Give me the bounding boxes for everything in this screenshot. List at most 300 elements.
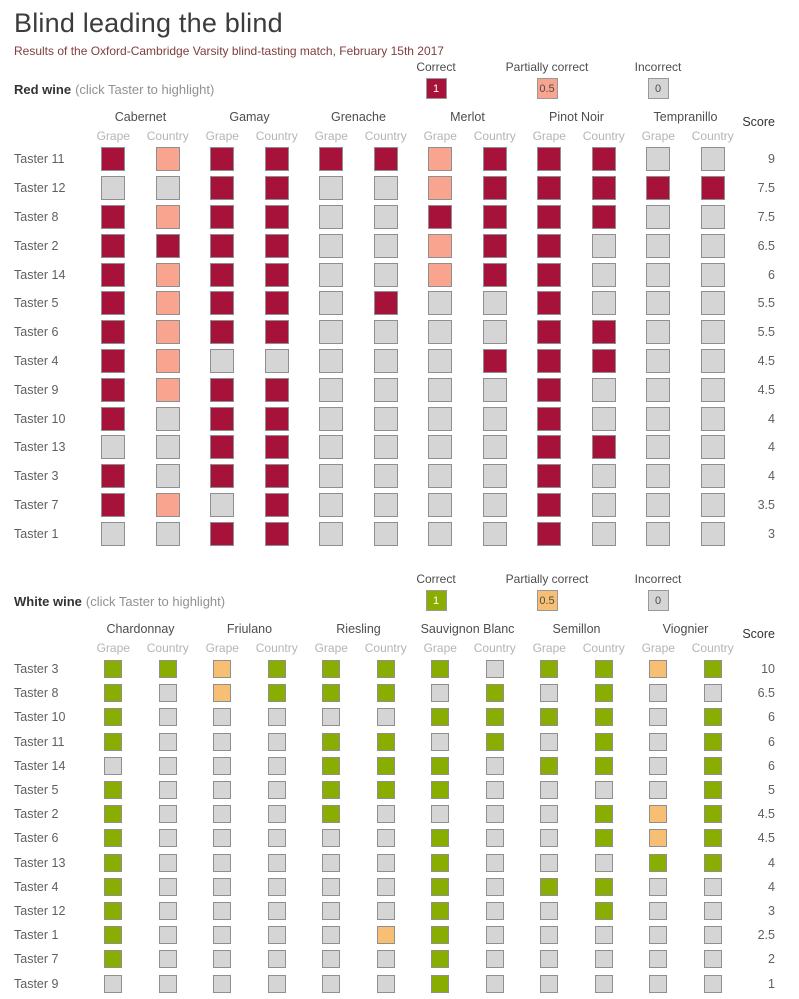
- result-cell[interactable]: [304, 231, 359, 260]
- result-cell[interactable]: [86, 947, 141, 971]
- result-cell[interactable]: [522, 826, 577, 850]
- result-cell[interactable]: [86, 462, 141, 491]
- result-cell[interactable]: [686, 404, 741, 433]
- result-cell[interactable]: [631, 347, 686, 376]
- result-cell[interactable]: [86, 899, 141, 923]
- result-cell[interactable]: [359, 519, 414, 548]
- result-cell[interactable]: [141, 462, 196, 491]
- result-cell[interactable]: [468, 491, 523, 520]
- result-cell[interactable]: [413, 730, 468, 754]
- result-cell[interactable]: [141, 433, 196, 462]
- result-cell[interactable]: [141, 971, 196, 995]
- result-cell[interactable]: [468, 899, 523, 923]
- result-cell[interactable]: [522, 681, 577, 705]
- result-cell[interactable]: [250, 174, 305, 203]
- result-cell[interactable]: [141, 826, 196, 850]
- result-cell[interactable]: [195, 851, 250, 875]
- result-cell[interactable]: [304, 491, 359, 520]
- result-cell[interactable]: [195, 462, 250, 491]
- result-cell[interactable]: [522, 289, 577, 318]
- result-cell[interactable]: [86, 730, 141, 754]
- legend-item[interactable]: [588, 572, 728, 611]
- result-cell[interactable]: [304, 826, 359, 850]
- result-cell[interactable]: [631, 826, 686, 850]
- result-cell[interactable]: [631, 289, 686, 318]
- result-cell[interactable]: [631, 875, 686, 899]
- result-cell[interactable]: [686, 462, 741, 491]
- result-cell[interactable]: [631, 231, 686, 260]
- result-cell[interactable]: [686, 203, 741, 232]
- result-cell[interactable]: [195, 347, 250, 376]
- result-cell[interactable]: [359, 923, 414, 947]
- result-cell[interactable]: [250, 730, 305, 754]
- result-cell[interactable]: [577, 802, 632, 826]
- result-cell[interactable]: [686, 433, 741, 462]
- result-cell[interactable]: [304, 375, 359, 404]
- result-cell[interactable]: [686, 899, 741, 923]
- result-cell[interactable]: [686, 375, 741, 404]
- result-cell[interactable]: [304, 730, 359, 754]
- result-cell[interactable]: [141, 145, 196, 174]
- result-cell[interactable]: [195, 875, 250, 899]
- result-cell[interactable]: [577, 174, 632, 203]
- result-cell[interactable]: [86, 347, 141, 376]
- result-cell[interactable]: [413, 657, 468, 681]
- result-cell[interactable]: [195, 260, 250, 289]
- result-cell[interactable]: [359, 899, 414, 923]
- result-cell[interactable]: [141, 174, 196, 203]
- result-cell[interactable]: [250, 260, 305, 289]
- result-cell[interactable]: [686, 289, 741, 318]
- result-cell[interactable]: [86, 231, 141, 260]
- result-cell[interactable]: [141, 260, 196, 289]
- result-cell[interactable]: [359, 971, 414, 995]
- result-cell[interactable]: [86, 433, 141, 462]
- result-cell[interactable]: [468, 433, 523, 462]
- result-cell[interactable]: [413, 433, 468, 462]
- result-cell[interactable]: [359, 260, 414, 289]
- result-cell[interactable]: [359, 851, 414, 875]
- result-cell[interactable]: [413, 231, 468, 260]
- result-cell[interactable]: [195, 826, 250, 850]
- result-cell[interactable]: [413, 347, 468, 376]
- result-cell[interactable]: [468, 657, 523, 681]
- result-cell[interactable]: [86, 802, 141, 826]
- result-cell[interactable]: [468, 289, 523, 318]
- taster-label[interactable]: Taster 1: [14, 928, 59, 943]
- result-cell[interactable]: [250, 145, 305, 174]
- result-cell[interactable]: [577, 260, 632, 289]
- result-cell[interactable]: [577, 519, 632, 548]
- result-cell[interactable]: [304, 923, 359, 947]
- result-cell[interactable]: [468, 802, 523, 826]
- result-cell[interactable]: [195, 404, 250, 433]
- taster-label[interactable]: Taster 9: [14, 976, 59, 991]
- result-cell[interactable]: [468, 174, 523, 203]
- result-cell[interactable]: [359, 462, 414, 491]
- result-cell[interactable]: [359, 375, 414, 404]
- result-cell[interactable]: [468, 778, 523, 802]
- taster-label[interactable]: Taster 3: [14, 662, 59, 677]
- result-cell[interactable]: [522, 462, 577, 491]
- result-cell[interactable]: [304, 657, 359, 681]
- result-cell[interactable]: [141, 947, 196, 971]
- result-cell[interactable]: [304, 851, 359, 875]
- result-cell[interactable]: [304, 462, 359, 491]
- result-cell[interactable]: [359, 174, 414, 203]
- result-cell[interactable]: [577, 318, 632, 347]
- result-cell[interactable]: [686, 705, 741, 729]
- result-cell[interactable]: [631, 203, 686, 232]
- result-cell[interactable]: [468, 730, 523, 754]
- result-cell[interactable]: [86, 778, 141, 802]
- result-cell[interactable]: [250, 923, 305, 947]
- result-cell[interactable]: [468, 347, 523, 376]
- result-cell[interactable]: [577, 971, 632, 995]
- result-cell[interactable]: [468, 404, 523, 433]
- result-cell[interactable]: [413, 754, 468, 778]
- result-cell[interactable]: [304, 174, 359, 203]
- result-cell[interactable]: [468, 318, 523, 347]
- result-cell[interactable]: [522, 404, 577, 433]
- result-cell[interactable]: [522, 899, 577, 923]
- result-cell[interactable]: [250, 778, 305, 802]
- result-cell[interactable]: [86, 203, 141, 232]
- result-cell[interactable]: [304, 899, 359, 923]
- result-cell[interactable]: [522, 519, 577, 548]
- result-cell[interactable]: [631, 705, 686, 729]
- result-cell[interactable]: [468, 203, 523, 232]
- taster-label[interactable]: Taster 10: [14, 411, 66, 426]
- result-cell[interactable]: [195, 289, 250, 318]
- result-cell[interactable]: [631, 802, 686, 826]
- result-cell[interactable]: [522, 347, 577, 376]
- result-cell[interactable]: [250, 289, 305, 318]
- result-cell[interactable]: [413, 174, 468, 203]
- taster-label[interactable]: Taster 4: [14, 879, 59, 894]
- result-cell[interactable]: [686, 947, 741, 971]
- result-cell[interactable]: [686, 851, 741, 875]
- result-cell[interactable]: [195, 778, 250, 802]
- result-cell[interactable]: [86, 174, 141, 203]
- result-cell[interactable]: [86, 519, 141, 548]
- result-cell[interactable]: [141, 705, 196, 729]
- result-cell[interactable]: [195, 681, 250, 705]
- result-cell[interactable]: [250, 875, 305, 899]
- result-cell[interactable]: [250, 971, 305, 995]
- result-cell[interactable]: [413, 923, 468, 947]
- result-cell[interactable]: [359, 231, 414, 260]
- result-cell[interactable]: [631, 491, 686, 520]
- result-cell[interactable]: [413, 778, 468, 802]
- result-cell[interactable]: [413, 375, 468, 404]
- result-cell[interactable]: [686, 657, 741, 681]
- result-cell[interactable]: [577, 145, 632, 174]
- result-cell[interactable]: [304, 778, 359, 802]
- result-cell[interactable]: [631, 260, 686, 289]
- result-cell[interactable]: [359, 778, 414, 802]
- taster-label[interactable]: Taster 3: [14, 469, 59, 484]
- result-cell[interactable]: [413, 145, 468, 174]
- result-cell[interactable]: [250, 802, 305, 826]
- result-cell[interactable]: [195, 923, 250, 947]
- result-cell[interactable]: [413, 826, 468, 850]
- result-cell[interactable]: [522, 375, 577, 404]
- result-cell[interactable]: [86, 145, 141, 174]
- result-cell[interactable]: [631, 318, 686, 347]
- result-cell[interactable]: [195, 657, 250, 681]
- result-cell[interactable]: [141, 923, 196, 947]
- result-cell[interactable]: [631, 947, 686, 971]
- result-cell[interactable]: [141, 730, 196, 754]
- result-cell[interactable]: [413, 203, 468, 232]
- taster-label[interactable]: Taster 7: [14, 497, 59, 512]
- result-cell[interactable]: [250, 826, 305, 850]
- result-cell[interactable]: [195, 705, 250, 729]
- result-cell[interactable]: [413, 681, 468, 705]
- result-cell[interactable]: [577, 231, 632, 260]
- result-cell[interactable]: [686, 923, 741, 947]
- result-cell[interactable]: [359, 203, 414, 232]
- result-cell[interactable]: [686, 802, 741, 826]
- result-cell[interactable]: [522, 754, 577, 778]
- result-cell[interactable]: [359, 404, 414, 433]
- result-cell[interactable]: [522, 705, 577, 729]
- result-cell[interactable]: [359, 705, 414, 729]
- result-cell[interactable]: [631, 433, 686, 462]
- result-cell[interactable]: [522, 491, 577, 520]
- result-cell[interactable]: [304, 705, 359, 729]
- result-cell[interactable]: [631, 462, 686, 491]
- result-cell[interactable]: [522, 318, 577, 347]
- result-cell[interactable]: [250, 231, 305, 260]
- result-cell[interactable]: [195, 375, 250, 404]
- result-cell[interactable]: [686, 971, 741, 995]
- taster-label[interactable]: Taster 11: [14, 734, 65, 749]
- result-cell[interactable]: [468, 519, 523, 548]
- result-cell[interactable]: [359, 145, 414, 174]
- result-cell[interactable]: [141, 519, 196, 548]
- result-cell[interactable]: [577, 899, 632, 923]
- result-cell[interactable]: [86, 923, 141, 947]
- taster-label[interactable]: Taster 6: [14, 831, 59, 846]
- legend-item[interactable]: [588, 60, 728, 99]
- result-cell[interactable]: [195, 519, 250, 548]
- result-cell[interactable]: [359, 754, 414, 778]
- result-cell[interactable]: [413, 947, 468, 971]
- taster-label[interactable]: Taster 4: [14, 353, 59, 368]
- taster-label[interactable]: Taster 11: [14, 152, 65, 167]
- result-cell[interactable]: [577, 375, 632, 404]
- result-cell[interactable]: [686, 778, 741, 802]
- result-cell[interactable]: [686, 145, 741, 174]
- result-cell[interactable]: [250, 899, 305, 923]
- result-cell[interactable]: [468, 145, 523, 174]
- result-cell[interactable]: [522, 802, 577, 826]
- result-cell[interactable]: [631, 681, 686, 705]
- taster-label[interactable]: Taster 6: [14, 325, 59, 340]
- result-cell[interactable]: [413, 851, 468, 875]
- result-cell[interactable]: [522, 231, 577, 260]
- result-cell[interactable]: [195, 802, 250, 826]
- result-cell[interactable]: [631, 375, 686, 404]
- result-cell[interactable]: [413, 899, 468, 923]
- result-cell[interactable]: [686, 318, 741, 347]
- result-cell[interactable]: [631, 923, 686, 947]
- result-cell[interactable]: [86, 657, 141, 681]
- result-cell[interactable]: [86, 260, 141, 289]
- taster-label[interactable]: Taster 9: [14, 382, 59, 397]
- result-cell[interactable]: [577, 433, 632, 462]
- result-cell[interactable]: [86, 404, 141, 433]
- result-cell[interactable]: [686, 231, 741, 260]
- result-cell[interactable]: [86, 754, 141, 778]
- result-cell[interactable]: [577, 947, 632, 971]
- result-cell[interactable]: [577, 826, 632, 850]
- result-cell[interactable]: [86, 875, 141, 899]
- result-cell[interactable]: [468, 231, 523, 260]
- result-cell[interactable]: [304, 433, 359, 462]
- taster-label[interactable]: Taster 10: [14, 710, 66, 725]
- result-cell[interactable]: [359, 289, 414, 318]
- result-cell[interactable]: [413, 519, 468, 548]
- taster-label[interactable]: Taster 13: [14, 440, 66, 455]
- result-cell[interactable]: [195, 899, 250, 923]
- result-cell[interactable]: [141, 491, 196, 520]
- taster-label[interactable]: Taster 8: [14, 209, 59, 224]
- result-cell[interactable]: [577, 754, 632, 778]
- result-cell[interactable]: [195, 145, 250, 174]
- result-cell[interactable]: [522, 203, 577, 232]
- result-cell[interactable]: [468, 260, 523, 289]
- result-cell[interactable]: [304, 947, 359, 971]
- result-cell[interactable]: [686, 754, 741, 778]
- result-cell[interactable]: [577, 851, 632, 875]
- result-cell[interactable]: [631, 754, 686, 778]
- result-cell[interactable]: [250, 318, 305, 347]
- result-cell[interactable]: [304, 519, 359, 548]
- result-cell[interactable]: [195, 947, 250, 971]
- result-cell[interactable]: [631, 971, 686, 995]
- result-cell[interactable]: [686, 174, 741, 203]
- result-cell[interactable]: [86, 681, 141, 705]
- result-cell[interactable]: [141, 681, 196, 705]
- result-cell[interactable]: [468, 947, 523, 971]
- result-cell[interactable]: [522, 260, 577, 289]
- taster-label[interactable]: Taster 12: [14, 903, 66, 918]
- result-cell[interactable]: [522, 947, 577, 971]
- result-cell[interactable]: [86, 971, 141, 995]
- result-cell[interactable]: [195, 971, 250, 995]
- result-cell[interactable]: [141, 875, 196, 899]
- result-cell[interactable]: [577, 347, 632, 376]
- result-cell[interactable]: [359, 657, 414, 681]
- result-cell[interactable]: [195, 491, 250, 520]
- result-cell[interactable]: [195, 433, 250, 462]
- result-cell[interactable]: [522, 730, 577, 754]
- result-cell[interactable]: [359, 802, 414, 826]
- result-cell[interactable]: [686, 347, 741, 376]
- result-cell[interactable]: [304, 260, 359, 289]
- result-cell[interactable]: [195, 754, 250, 778]
- result-cell[interactable]: [195, 318, 250, 347]
- result-cell[interactable]: [631, 730, 686, 754]
- result-cell[interactable]: [304, 802, 359, 826]
- result-cell[interactable]: [631, 174, 686, 203]
- result-cell[interactable]: [359, 730, 414, 754]
- result-cell[interactable]: [522, 433, 577, 462]
- result-cell[interactable]: [359, 826, 414, 850]
- result-cell[interactable]: [141, 318, 196, 347]
- result-cell[interactable]: [359, 681, 414, 705]
- result-cell[interactable]: [577, 491, 632, 520]
- result-cell[interactable]: [413, 260, 468, 289]
- result-cell[interactable]: [304, 289, 359, 318]
- result-cell[interactable]: [522, 875, 577, 899]
- result-cell[interactable]: [304, 347, 359, 376]
- result-cell[interactable]: [250, 705, 305, 729]
- taster-label[interactable]: Taster 5: [14, 296, 59, 311]
- result-cell[interactable]: [141, 347, 196, 376]
- result-cell[interactable]: [468, 754, 523, 778]
- result-cell[interactable]: [631, 657, 686, 681]
- result-cell[interactable]: [468, 462, 523, 491]
- result-cell[interactable]: [304, 875, 359, 899]
- result-cell[interactable]: [631, 851, 686, 875]
- result-cell[interactable]: [359, 347, 414, 376]
- result-cell[interactable]: [522, 778, 577, 802]
- result-cell[interactable]: [250, 462, 305, 491]
- result-cell[interactable]: [304, 145, 359, 174]
- result-cell[interactable]: [141, 404, 196, 433]
- result-cell[interactable]: [413, 705, 468, 729]
- result-cell[interactable]: [141, 802, 196, 826]
- result-cell[interactable]: [250, 491, 305, 520]
- taster-label[interactable]: Taster 5: [14, 783, 59, 798]
- result-cell[interactable]: [686, 826, 741, 850]
- result-cell[interactable]: [250, 657, 305, 681]
- result-cell[interactable]: [577, 681, 632, 705]
- result-cell[interactable]: [631, 519, 686, 548]
- result-cell[interactable]: [468, 681, 523, 705]
- result-cell[interactable]: [250, 851, 305, 875]
- result-cell[interactable]: [468, 826, 523, 850]
- result-cell[interactable]: [631, 778, 686, 802]
- result-cell[interactable]: [250, 375, 305, 404]
- result-cell[interactable]: [141, 778, 196, 802]
- result-cell[interactable]: [413, 318, 468, 347]
- result-cell[interactable]: [522, 657, 577, 681]
- result-cell[interactable]: [468, 971, 523, 995]
- taster-label[interactable]: Taster 1: [14, 526, 59, 541]
- result-cell[interactable]: [250, 404, 305, 433]
- result-cell[interactable]: [141, 203, 196, 232]
- result-cell[interactable]: [686, 260, 741, 289]
- result-cell[interactable]: [413, 491, 468, 520]
- result-cell[interactable]: [631, 404, 686, 433]
- result-cell[interactable]: [577, 289, 632, 318]
- result-cell[interactable]: [577, 923, 632, 947]
- result-cell[interactable]: [86, 289, 141, 318]
- result-cell[interactable]: [86, 318, 141, 347]
- taster-label[interactable]: Taster 2: [14, 807, 59, 822]
- result-cell[interactable]: [522, 174, 577, 203]
- result-cell[interactable]: [141, 754, 196, 778]
- result-cell[interactable]: [250, 347, 305, 376]
- result-cell[interactable]: [141, 851, 196, 875]
- result-cell[interactable]: [413, 802, 468, 826]
- result-cell[interactable]: [577, 730, 632, 754]
